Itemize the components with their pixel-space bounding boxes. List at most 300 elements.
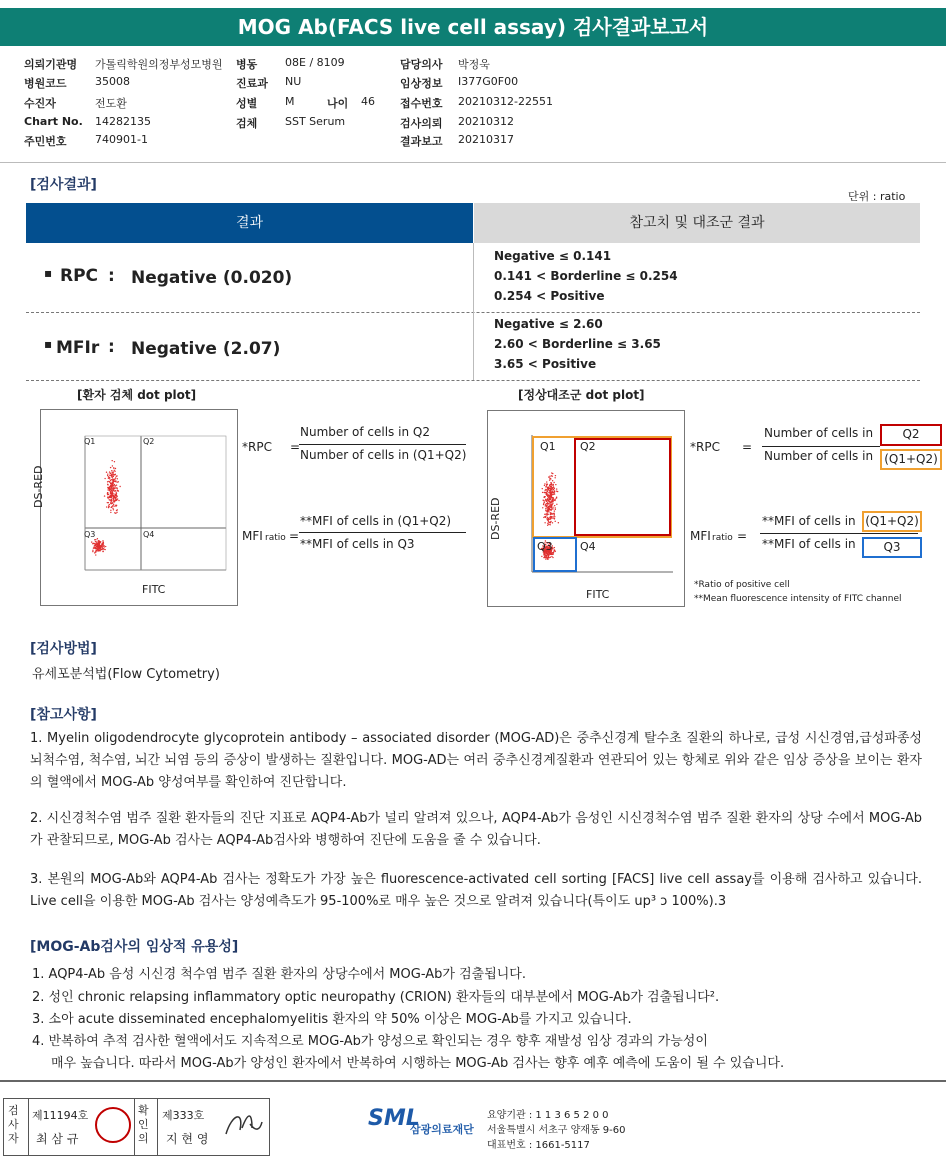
dot bbox=[104, 549, 105, 550]
footer-line-2: 서울특별시 서초구 양재동 9-60 bbox=[487, 1125, 626, 1136]
dot bbox=[552, 557, 553, 558]
dot bbox=[548, 524, 549, 525]
dot bbox=[114, 501, 115, 502]
footnote-2: **Mean fluorescence intensity of FITC channel bbox=[694, 594, 902, 604]
dot bbox=[545, 508, 546, 509]
dot bbox=[119, 486, 120, 487]
dot bbox=[547, 559, 548, 560]
dot bbox=[109, 497, 110, 498]
dot bbox=[115, 513, 116, 514]
dot bbox=[98, 547, 99, 548]
dot bbox=[552, 490, 553, 491]
dot bbox=[110, 488, 111, 489]
dot bbox=[113, 499, 114, 500]
fraction-bar bbox=[760, 533, 918, 534]
dot bbox=[111, 497, 112, 498]
rpc-numerator-text: Number of cells in bbox=[764, 426, 874, 440]
dot bbox=[544, 483, 545, 484]
dot bbox=[109, 478, 110, 479]
mfir-label: MFIr bbox=[56, 338, 100, 358]
dot bbox=[114, 470, 115, 471]
dot bbox=[114, 474, 115, 475]
rpc-colon: : bbox=[108, 266, 115, 286]
dot bbox=[555, 484, 556, 485]
dot bbox=[550, 522, 551, 523]
dot bbox=[544, 492, 545, 493]
dot bbox=[95, 554, 96, 555]
mfi-numerator-text: **MFI of cells in bbox=[762, 514, 856, 528]
dot bbox=[550, 557, 551, 558]
dot bbox=[546, 483, 547, 484]
hospital-code: 35008 bbox=[95, 75, 130, 88]
dot bbox=[548, 557, 549, 558]
mfir-ref-1: 2.60 < Borderline ≤ 3.65 bbox=[494, 337, 661, 351]
examiner-no: 제11194호 bbox=[32, 1109, 89, 1122]
dot bbox=[553, 513, 554, 514]
dot bbox=[545, 486, 546, 487]
dot bbox=[542, 507, 543, 508]
dot bbox=[543, 504, 544, 505]
dot bbox=[554, 500, 555, 501]
dot bbox=[542, 500, 543, 501]
mfir-ref-0: Negative ≤ 2.60 bbox=[494, 317, 603, 331]
dot bbox=[549, 524, 550, 525]
dot bbox=[98, 542, 99, 543]
patient-q2: Q2 bbox=[143, 437, 155, 446]
info-c2-2: 성별 bbox=[236, 97, 258, 110]
info-c1-1: 병원코드 bbox=[24, 77, 67, 90]
dot bbox=[104, 478, 105, 479]
examiner-name: 최 삼 규 bbox=[36, 1132, 79, 1146]
dot bbox=[543, 557, 544, 558]
info-c2-0: 병동 bbox=[236, 58, 258, 71]
dot bbox=[552, 507, 553, 508]
dot bbox=[116, 484, 117, 485]
dot bbox=[106, 472, 107, 473]
dot bbox=[553, 482, 554, 483]
dot bbox=[114, 497, 115, 498]
equals: = bbox=[289, 529, 300, 543]
dot bbox=[112, 481, 113, 482]
dot bbox=[113, 467, 114, 468]
dot bbox=[108, 481, 109, 482]
ward: 08E / 8109 bbox=[285, 56, 345, 69]
dot bbox=[545, 504, 546, 505]
dot bbox=[546, 490, 547, 491]
footnote-1: *Ratio of positive cell bbox=[694, 580, 790, 590]
dot bbox=[112, 488, 113, 489]
dot bbox=[104, 546, 105, 547]
info-c3-1: 임상정보 bbox=[400, 77, 443, 90]
dot bbox=[552, 522, 553, 523]
utility-item-4: 4. 반복하여 추적 검사한 혈액에서도 지속적으로 MOG-Ab가 양성으로 확인되는 경우 향후 재발성 임상 경과의 가능성이 bbox=[32, 1034, 708, 1049]
dot bbox=[550, 490, 551, 491]
dot bbox=[118, 500, 119, 501]
method-heading: [검사방법] bbox=[30, 641, 97, 657]
dot bbox=[551, 514, 552, 515]
normal-q3: Q3 bbox=[537, 540, 553, 553]
patient-plot-title: [환자 검체 dot plot] bbox=[77, 388, 197, 402]
dot bbox=[552, 516, 553, 517]
q1q2-box: (Q1+Q2) bbox=[862, 511, 922, 532]
dot bbox=[558, 522, 559, 523]
utility-item-3: 3. 소아 acute disseminated encephalomyelitis 환자의 약 50% 이상은 MOG-Ab를 가지고 있습니다. bbox=[32, 1012, 632, 1027]
dot bbox=[551, 516, 552, 517]
receipt-no: 20210312-22551 bbox=[458, 95, 553, 108]
dot bbox=[111, 484, 112, 485]
dot bbox=[96, 550, 97, 551]
dot bbox=[548, 503, 549, 504]
dot bbox=[103, 548, 104, 549]
equals: = bbox=[737, 529, 748, 543]
column-divider bbox=[473, 243, 474, 380]
footer-divider bbox=[0, 1080, 946, 1082]
rpc-formula-label: *RPC bbox=[242, 440, 272, 454]
fraction-bar bbox=[299, 532, 466, 533]
mfi-sub: ratio bbox=[265, 533, 286, 543]
dot bbox=[117, 478, 118, 479]
dot bbox=[107, 484, 108, 485]
dot bbox=[108, 476, 109, 477]
dot bbox=[116, 500, 117, 501]
dot bbox=[102, 550, 103, 551]
info-c1-4: 주민번호 bbox=[24, 135, 67, 148]
dot bbox=[546, 503, 547, 504]
dot bbox=[552, 508, 553, 509]
dot bbox=[554, 491, 555, 492]
dot bbox=[112, 465, 113, 466]
dot bbox=[108, 478, 109, 479]
utility-item-1: 1. AQP4-Ab 음성 시신경 척수염 범주 질환 환자의 상당수에서 MOG-Ab가 검출됩니다. bbox=[32, 967, 526, 982]
dot bbox=[543, 554, 544, 555]
dot bbox=[549, 522, 550, 523]
dot bbox=[554, 493, 555, 494]
dot bbox=[546, 500, 547, 501]
patient-q1: Q1 bbox=[84, 437, 96, 446]
info-c1-0: 의뢰기관명 bbox=[24, 58, 78, 71]
mfi-denominator-text: **MFI of cells in bbox=[762, 537, 856, 551]
dot bbox=[551, 500, 552, 501]
dot bbox=[554, 514, 555, 515]
dot bbox=[546, 511, 547, 512]
utility-item-2: 2. 성인 chronic relapsing inflammatory optic neuropathy (CRION) 환자들의 대부분에서 MOG-Ab가 검출됩니다². bbox=[32, 990, 720, 1005]
dot bbox=[107, 489, 108, 490]
dot bbox=[554, 505, 555, 506]
dot bbox=[546, 494, 547, 495]
dot bbox=[545, 517, 546, 518]
dot bbox=[541, 556, 542, 557]
dot bbox=[546, 513, 547, 514]
dot bbox=[549, 475, 550, 476]
dot bbox=[96, 546, 97, 547]
patient-dot-plot bbox=[40, 409, 238, 606]
dot bbox=[116, 512, 117, 513]
dot bbox=[550, 510, 551, 511]
dot bbox=[552, 480, 553, 481]
divider bbox=[0, 162, 946, 163]
dot bbox=[110, 510, 111, 511]
dot bbox=[110, 492, 111, 493]
equals: = bbox=[290, 440, 301, 454]
dot bbox=[555, 507, 556, 508]
mfi-denominator: **MFI of cells in Q3 bbox=[300, 537, 415, 551]
dot bbox=[550, 482, 551, 483]
dot bbox=[97, 544, 98, 545]
dot bbox=[547, 487, 548, 488]
dot bbox=[555, 475, 556, 476]
confirmer-no: 제333호 bbox=[162, 1109, 205, 1122]
dot bbox=[95, 551, 96, 552]
dot bbox=[110, 467, 111, 468]
dot bbox=[114, 487, 115, 488]
dot bbox=[108, 505, 109, 506]
dot bbox=[552, 497, 553, 498]
dot bbox=[103, 542, 104, 543]
dot bbox=[553, 553, 554, 554]
dot bbox=[116, 481, 117, 482]
doctor: 박정욱 bbox=[458, 58, 490, 71]
dot bbox=[551, 483, 552, 484]
dot bbox=[113, 504, 114, 505]
dot bbox=[105, 546, 106, 547]
dot bbox=[112, 478, 113, 479]
dot bbox=[110, 512, 111, 513]
specimen: SST Serum bbox=[285, 115, 346, 128]
dot bbox=[545, 510, 546, 511]
dot bbox=[116, 492, 117, 493]
report-date: 20210317 bbox=[458, 133, 514, 146]
dot bbox=[115, 480, 116, 481]
patient-name: 전도환 bbox=[95, 97, 127, 110]
patient-q3: Q3 bbox=[84, 530, 96, 539]
dot bbox=[545, 557, 546, 558]
dot bbox=[114, 500, 115, 501]
dot bbox=[544, 514, 545, 515]
dot bbox=[110, 473, 111, 474]
dot bbox=[114, 485, 115, 486]
rpc-label: RPC bbox=[60, 266, 99, 286]
dot bbox=[115, 468, 116, 469]
footer-line-1: 요양기관 : 1 1 3 6 5 2 0 0 bbox=[487, 1110, 609, 1121]
dot bbox=[96, 548, 97, 549]
fraction-bar bbox=[299, 444, 466, 445]
dot bbox=[112, 493, 113, 494]
chart-no: 14282135 bbox=[95, 115, 151, 128]
rpc-denominator: Number of cells in (Q1+Q2) bbox=[300, 448, 467, 462]
dot bbox=[103, 545, 104, 546]
dot bbox=[550, 478, 551, 479]
normal-xlabel: FITC bbox=[586, 588, 610, 601]
dot bbox=[556, 488, 557, 489]
dot bbox=[551, 489, 552, 490]
dot bbox=[547, 498, 548, 499]
request-date: 20210312 bbox=[458, 115, 514, 128]
q2-box: Q2 bbox=[880, 424, 942, 446]
dot bbox=[108, 488, 109, 489]
company-name: 삼광의료재단 bbox=[410, 1123, 474, 1136]
dot bbox=[107, 492, 108, 493]
dot bbox=[550, 521, 551, 522]
dot bbox=[546, 505, 547, 506]
dot bbox=[91, 541, 92, 542]
dot bbox=[554, 477, 555, 478]
dot bbox=[547, 496, 548, 497]
dot bbox=[549, 501, 550, 502]
dot bbox=[100, 546, 101, 547]
dot bbox=[107, 475, 108, 476]
dot bbox=[92, 551, 93, 552]
dot bbox=[115, 494, 116, 495]
dot bbox=[546, 515, 547, 516]
dot bbox=[106, 506, 107, 507]
patient-plot-svg bbox=[41, 410, 237, 605]
dot bbox=[547, 508, 548, 509]
mfir-result: Negative (2.07) bbox=[131, 339, 281, 359]
dot bbox=[545, 505, 546, 506]
dot bbox=[102, 540, 103, 541]
dot bbox=[112, 508, 113, 509]
dot bbox=[104, 495, 105, 496]
footer-line-3: 대표번호 : 1661-5117 bbox=[487, 1140, 590, 1151]
dot bbox=[546, 481, 547, 482]
dot bbox=[100, 550, 101, 551]
report-title: MOG Ab(FACS live cell assay) 검사결과보고서 bbox=[0, 8, 946, 46]
dot bbox=[117, 498, 118, 499]
normal-q1: Q1 bbox=[540, 440, 556, 453]
dot bbox=[109, 471, 110, 472]
dot bbox=[114, 461, 115, 462]
rpc-formula-label: *RPC bbox=[690, 440, 720, 454]
row-divider bbox=[26, 380, 920, 381]
dot bbox=[553, 486, 554, 487]
dot bbox=[116, 476, 117, 477]
dot bbox=[544, 485, 545, 486]
dot bbox=[543, 553, 544, 554]
dot bbox=[548, 487, 549, 488]
dot bbox=[116, 487, 117, 488]
equals: = bbox=[742, 440, 753, 454]
dot bbox=[544, 496, 545, 497]
dot bbox=[549, 504, 550, 505]
hospital-name: 가톨릭학원의정부성모병원 bbox=[95, 58, 223, 71]
dot bbox=[113, 505, 114, 506]
notes-heading: [참고사항] bbox=[30, 707, 97, 723]
signature-icon bbox=[222, 1104, 266, 1148]
dot bbox=[110, 501, 111, 502]
info-c1-3: Chart No. bbox=[24, 115, 83, 128]
age: 46 bbox=[361, 95, 375, 108]
dot bbox=[108, 502, 109, 503]
rpc-bullet: ▪ bbox=[44, 266, 53, 280]
dot bbox=[109, 504, 110, 505]
results-heading: [검사결과] bbox=[30, 177, 97, 193]
dot bbox=[107, 473, 108, 474]
dot bbox=[552, 503, 553, 504]
dot bbox=[548, 476, 549, 477]
dot bbox=[102, 544, 103, 545]
dot bbox=[116, 510, 117, 511]
dot bbox=[549, 499, 550, 500]
dot bbox=[110, 480, 111, 481]
dot bbox=[553, 489, 554, 490]
dot bbox=[551, 553, 552, 554]
info-c3-0: 담당의사 bbox=[400, 58, 443, 71]
clinical-info: I377G0F00 bbox=[458, 75, 519, 88]
dot bbox=[550, 513, 551, 514]
info-c2-3: 검체 bbox=[236, 117, 258, 130]
dot bbox=[111, 491, 112, 492]
note-paragraph-1: 1. Myelin oligodendrocyte glycoprotein antibody – associated disorder (MOG-AD)은 중추신경계 탈수초 질환의 하나로, 급성 시신경염,급성파종성 뇌척수염, 척수염, 뇌간 뇌염 등의 증상이 발생하는 질환입니다. MOG-AD는 여러 중추신경계질환과 연관되어 있는 항체로 위와 같은 임상 증상을 보이는 환자의 혈액에서 MOG-Ab 양성여부를 확인하여 진단합니다. bbox=[30, 731, 922, 790]
dot bbox=[551, 504, 552, 505]
utility-heading: [MOG-Ab검사의 임상적 유용성] bbox=[30, 939, 239, 955]
dot bbox=[100, 549, 101, 550]
dot bbox=[553, 492, 554, 493]
dot bbox=[552, 494, 553, 495]
dot bbox=[102, 545, 103, 546]
dot bbox=[547, 525, 548, 526]
dot bbox=[113, 496, 114, 497]
dot bbox=[549, 484, 550, 485]
info-c3-4: 결과보고 bbox=[400, 135, 443, 148]
dot bbox=[555, 521, 556, 522]
dot bbox=[547, 510, 548, 511]
examiner-label: 검사자 bbox=[8, 1104, 19, 1145]
dot bbox=[94, 539, 95, 540]
dot bbox=[110, 485, 111, 486]
dot bbox=[110, 495, 111, 496]
info-c3-3: 검사의뢰 bbox=[400, 117, 443, 130]
dot bbox=[543, 517, 544, 518]
dot bbox=[111, 470, 112, 471]
dot bbox=[94, 547, 95, 548]
dot bbox=[544, 502, 545, 503]
dot bbox=[554, 510, 555, 511]
dot bbox=[547, 554, 548, 555]
dot bbox=[113, 509, 114, 510]
dot bbox=[549, 479, 550, 480]
dot bbox=[111, 475, 112, 476]
mfi-formula-label: MFI bbox=[690, 529, 711, 543]
utility-item-4-cont: 매우 높습니다. 따라서 MOG-Ab가 양성인 환자에서 반복하여 시행하는 MOG-Ab 검사는 향후 예후 예측에 도움이 될 수 있습니다. bbox=[51, 1056, 785, 1071]
dot bbox=[97, 538, 98, 539]
dot bbox=[542, 488, 543, 489]
dot bbox=[556, 504, 557, 505]
info-c2-1: 진료과 bbox=[236, 77, 268, 90]
dot bbox=[554, 518, 555, 519]
sml-logo: SML bbox=[368, 1106, 420, 1131]
dot bbox=[552, 485, 553, 486]
mfi-sub: ratio bbox=[712, 533, 733, 543]
dot bbox=[111, 460, 112, 461]
dot bbox=[107, 497, 108, 498]
info-c1-2: 수진자 bbox=[24, 97, 56, 110]
confirmer-label: 확인의 bbox=[138, 1104, 149, 1145]
dot bbox=[112, 490, 113, 491]
unit-label: 단위 : ratio bbox=[848, 190, 906, 203]
dot bbox=[110, 499, 111, 500]
dot bbox=[98, 550, 99, 551]
dot bbox=[112, 480, 113, 481]
dot bbox=[545, 558, 546, 559]
dot bbox=[552, 473, 553, 474]
dot bbox=[550, 518, 551, 519]
patient-ylabel: DS-RED bbox=[32, 465, 45, 508]
dot bbox=[547, 502, 548, 503]
confirmer-name: 지 현 영 bbox=[166, 1132, 209, 1146]
mfi-formula-label: MFI bbox=[242, 529, 263, 543]
dot bbox=[111, 489, 112, 490]
dot bbox=[549, 495, 550, 496]
